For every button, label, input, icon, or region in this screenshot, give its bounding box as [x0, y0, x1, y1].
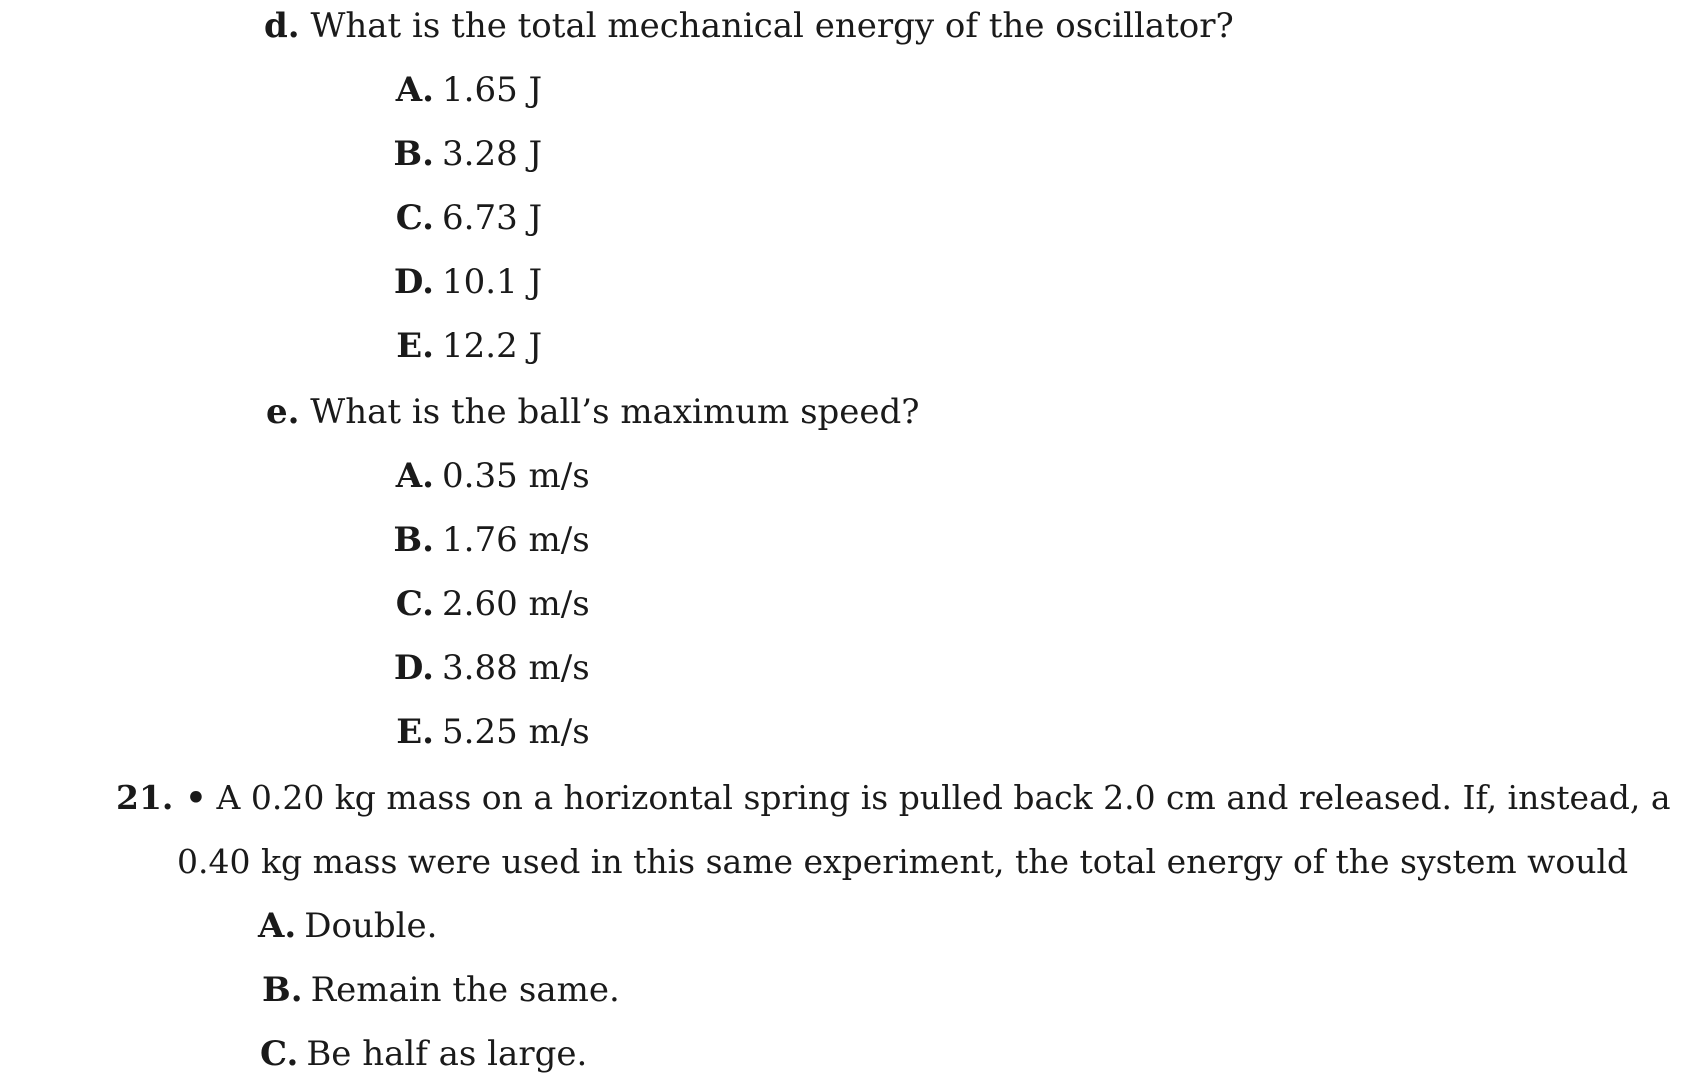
choice-text: 6.73 J	[442, 198, 543, 238]
choice-d-b	[386, 134, 542, 174]
problem-text-line-1: A 0.20 kg mass on a horizontal spring is pulled back 2.0 cm and released. If, instead, a	[216, 778, 1671, 817]
choice-text: 5.25 m/s	[442, 712, 590, 752]
choice-label: B.	[393, 134, 434, 174]
choice-text: 1.76 m/s	[442, 520, 590, 560]
choice-e-a	[386, 456, 590, 496]
part-d-label: d.	[264, 6, 300, 46]
choice-label: B.	[393, 520, 434, 560]
choice-label: C.	[260, 1034, 299, 1074]
choice-label: A.	[395, 456, 434, 496]
choice-d-c	[386, 198, 542, 238]
choice-label: B.	[262, 970, 303, 1010]
choice-label: A.	[395, 70, 434, 110]
problem-text-line-2: 0.40 kg mass were used in this same experiment, the total energy of the system would	[177, 842, 1629, 881]
choice-text: 2.60 m/s	[442, 584, 590, 624]
choice-text: 12.2 J	[442, 326, 543, 366]
choice-text: 1.65 J	[442, 70, 543, 110]
choice-label: E.	[396, 326, 434, 366]
part-e-label: e.	[266, 392, 300, 432]
choice-d-e	[386, 326, 542, 366]
problem-number: 21.	[116, 778, 174, 817]
choice-label: C.	[395, 584, 434, 624]
choice-21-b	[262, 970, 620, 1010]
choice-label: E.	[396, 712, 434, 752]
choice-e-b	[386, 520, 590, 560]
choice-21-c	[260, 1034, 587, 1074]
problem-21-line-2	[177, 842, 1628, 882]
choice-text: 3.88 m/s	[442, 648, 590, 688]
part-e-question-text: What is the ball’s maximum speed?	[310, 392, 920, 432]
part-d-question-text: What is the total mechanical energy of the oscillator?	[310, 6, 1234, 46]
difficulty-bullet: •	[185, 778, 207, 817]
choice-label: C.	[395, 198, 434, 238]
choice-text: Double.	[304, 906, 438, 946]
choice-e-d	[386, 648, 590, 688]
choice-label: D.	[393, 648, 434, 688]
choice-d-d	[386, 262, 542, 302]
choice-text: Be half as large.	[306, 1034, 588, 1074]
choice-d-a	[386, 70, 542, 110]
choice-21-a	[258, 906, 437, 946]
choice-e-c	[386, 584, 590, 624]
choice-label: A.	[258, 906, 297, 946]
part-d-question	[264, 6, 1234, 46]
choice-text: Remain the same.	[310, 970, 620, 1010]
choice-text: 0.35 m/s	[442, 456, 590, 496]
problem-21-line-1	[116, 778, 1671, 818]
choice-e-e	[386, 712, 590, 752]
choice-text: 3.28 J	[442, 134, 543, 174]
choice-label: D.	[393, 262, 434, 302]
part-e-question	[266, 392, 920, 432]
choice-text: 10.1 J	[442, 262, 543, 302]
